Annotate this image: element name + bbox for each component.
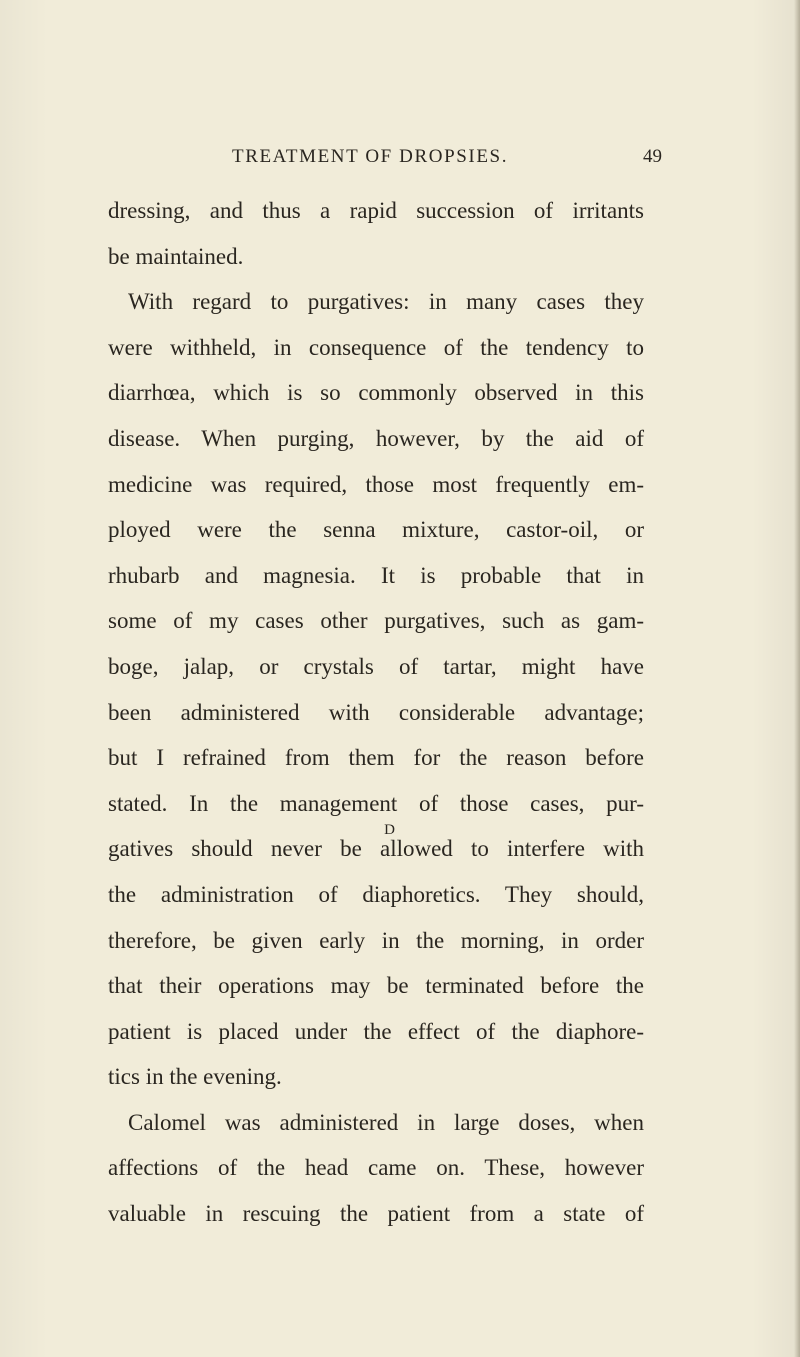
text-line: Calomel was administered in large doses, when: [128, 1109, 644, 1135]
text-line: patient is placed under the effect of the diaphore-: [108, 1018, 644, 1044]
running-header: [232, 146, 662, 176]
text-line: therefore, be given early in the morning, in order: [108, 927, 644, 953]
text-line: With regard to purgatives: in many cases they: [128, 289, 644, 315]
running-title: TREATMENT OF DROPSIES.: [232, 146, 509, 167]
text-line: valuable in rescuing the patient from a state of: [108, 1201, 644, 1227]
text-line: were withheld, in consequence of the tendency to: [108, 334, 644, 360]
text-line: be maintained.: [108, 243, 244, 269]
text-line: stated. In the management of those cases, pur-: [108, 790, 644, 816]
text-line: ployed were the senna mixture, castor-oil, or: [108, 517, 644, 543]
text-line: boge, jalap, or crystals of tartar, might have: [108, 653, 644, 679]
text-line: but I refrained from them for the reason before: [108, 745, 644, 771]
text-line: tics in the evening.: [108, 1064, 282, 1090]
text-line: diarrhœa, which is so commonly observed in this: [108, 380, 644, 406]
text-line: disease. When purging, however, by the aid of: [108, 425, 644, 451]
page-number: 49: [643, 146, 662, 167]
text-line: dressing, and thus a rapid succession of irritants: [108, 198, 644, 223]
text-line: been administered with considerable advantage;: [108, 699, 644, 725]
page-edge-shadow: [794, 0, 800, 1357]
text-line: some of my cases other purgatives, such as gam-: [108, 608, 644, 634]
body-text: [108, 188, 644, 1237]
text-line: affections of the head came on. These, however: [108, 1155, 644, 1181]
text-line: rhubarb and magnesia. It is probable that in: [108, 562, 644, 588]
text-line: that their operations may be terminated before the: [108, 973, 644, 999]
text-line: medicine was required, those most frequently em-: [108, 471, 644, 497]
signature-letter: D: [384, 822, 396, 838]
signature-mark: [0, 821, 800, 839]
text-line: gatives should never be allowed to interfere with: [108, 836, 644, 862]
text-line: the administration of diaphoretics. They should,: [108, 881, 644, 907]
